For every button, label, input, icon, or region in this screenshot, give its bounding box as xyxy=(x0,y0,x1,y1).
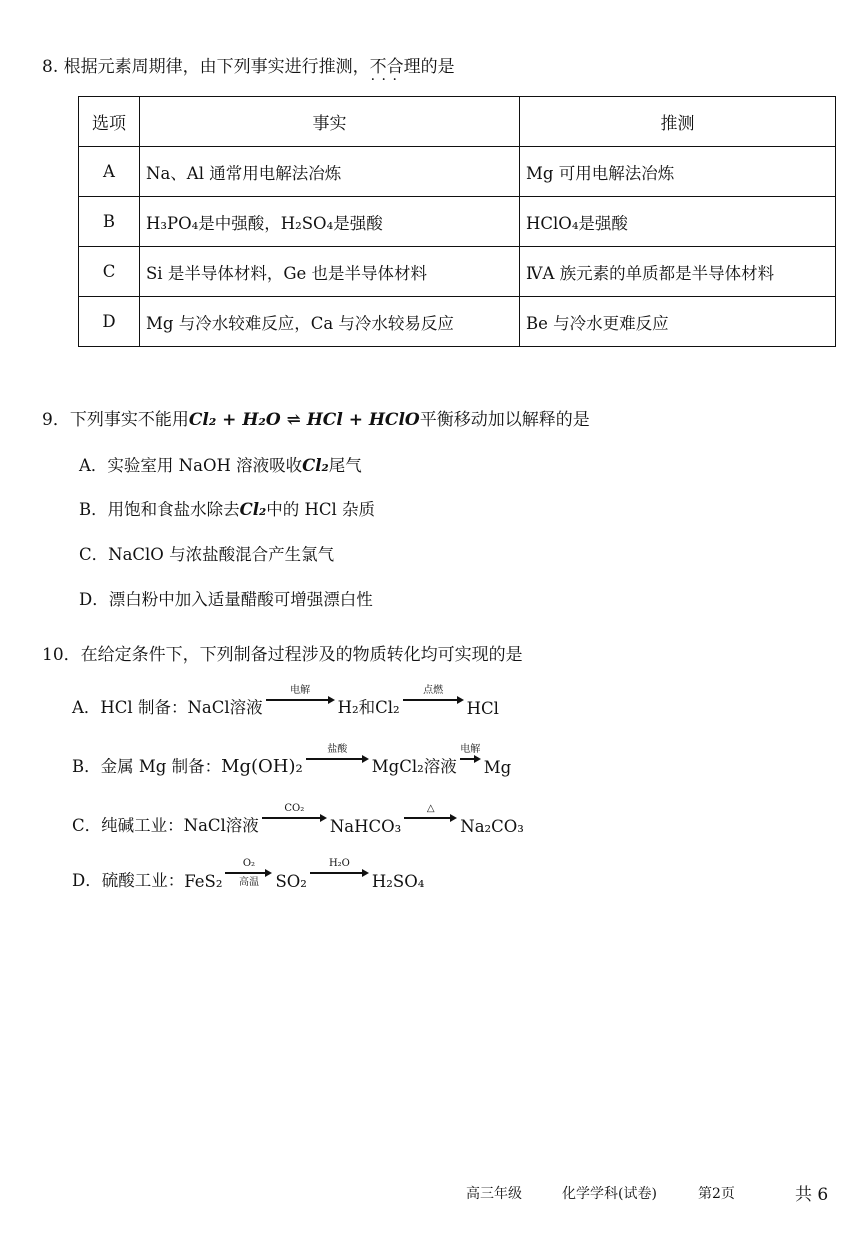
substance: SO₂ xyxy=(275,872,307,891)
q8-stem xyxy=(42,52,455,77)
option-label: C． xyxy=(79,545,109,564)
table-header-row xyxy=(79,97,836,147)
substance: Mg xyxy=(483,758,512,777)
option-math: Cl₂ xyxy=(239,500,267,519)
footer-page: 第2页 xyxy=(698,1186,735,1202)
option-text: 漂白粉中加入适量醋酸可增强漂白性 xyxy=(108,590,373,609)
q9-equation: Cl₂ + H₂O ⇌ HCl + HClO xyxy=(188,410,420,430)
q9-stem xyxy=(42,405,590,430)
q8-emphasis: 不合理 · · · xyxy=(370,57,421,77)
reaction-arrow xyxy=(310,858,369,888)
q9-option-a xyxy=(79,452,362,476)
q9-option-d xyxy=(79,586,373,610)
q10-option-c xyxy=(72,803,524,836)
row-guess: Mg 可用电解法冶炼 xyxy=(520,147,836,197)
table-row xyxy=(79,247,836,297)
q9-option-b xyxy=(79,496,375,520)
substance: H₂SO₄ xyxy=(371,872,425,891)
q10-text: 在给定条件下，下列制备过程涉及的物质转化均可实现的是 xyxy=(80,645,523,665)
q9-text-after: 平衡移动加以解释的是 xyxy=(419,410,590,430)
reaction-arrow xyxy=(306,744,369,774)
q9-number: 9． xyxy=(42,410,70,430)
arrow-condition: H₂O xyxy=(328,858,350,869)
substance: Mg(OH)₂ xyxy=(221,756,303,777)
arrow-condition: 电解 xyxy=(460,744,481,755)
option-label: A．HCl 制备： xyxy=(72,698,188,717)
arrow-condition: 盐酸 xyxy=(327,744,348,755)
q10-stem xyxy=(42,640,523,665)
substance: HCl xyxy=(466,699,499,718)
substance: NaCl溶液 xyxy=(187,698,263,717)
reaction-arrow xyxy=(266,685,335,715)
q8-text-after: 的是 xyxy=(420,57,455,77)
q9-option-c xyxy=(79,541,334,565)
footer-subject: 化学学科(试卷) xyxy=(562,1186,657,1202)
arrow-condition: O₂ xyxy=(242,858,256,869)
option-text: NaClO 与浓盐酸混合产生氯气 xyxy=(108,545,335,564)
option-text-after: 中的 HCl 杂质 xyxy=(266,500,376,519)
option-text-after: 尾气 xyxy=(328,456,362,475)
row-guess: ⅣA 族元素的单质都是半导体材料 xyxy=(520,247,836,297)
table-row xyxy=(79,147,836,197)
option-label: B． xyxy=(79,500,108,519)
option-label: D． xyxy=(79,590,109,609)
arrow-condition: 电解 xyxy=(290,685,311,696)
reaction-arrow xyxy=(225,858,272,888)
arrow-condition-below: 高温 xyxy=(238,877,259,888)
row-option: A xyxy=(79,147,140,197)
row-fact: Si 是半导体材料，Ge 也是半导体材料 xyxy=(140,247,520,297)
header-guess: 推测 xyxy=(520,97,836,147)
substance: H₂和Cl₂ xyxy=(337,698,400,717)
header-option: 选项 xyxy=(79,97,140,147)
q8-table xyxy=(78,96,836,347)
row-fact: Mg 与冷水较难反应，Ca 与冷水较易反应 xyxy=(140,297,520,347)
q10-option-d xyxy=(72,858,425,891)
reaction-arrow xyxy=(262,803,327,833)
arrow-condition: 点燃 xyxy=(423,685,444,696)
option-label: D．硫酸工业： xyxy=(72,871,185,890)
option-label: B．金属 Mg 制备： xyxy=(72,757,222,776)
reaction-arrow xyxy=(460,744,481,774)
row-option: D xyxy=(79,297,140,347)
q8-number: 8. xyxy=(42,57,59,77)
arrow-condition: △ xyxy=(426,803,435,814)
row-fact: H₃PO₄是中强酸，H₂SO₄是强酸 xyxy=(140,197,520,247)
table-row xyxy=(79,297,836,347)
option-label: C．纯碱工业： xyxy=(72,816,184,835)
header-fact: 事实 xyxy=(140,97,520,147)
option-text: 实验室用 NaOH 溶液吸收 xyxy=(107,456,303,475)
row-guess: Be 与冷水更难反应 xyxy=(520,297,836,347)
option-label: A． xyxy=(79,456,108,475)
q10-option-a xyxy=(72,685,499,718)
row-guess: HClO₄是强酸 xyxy=(520,197,836,247)
q9-text-before: 下列事实不能用 xyxy=(69,410,189,430)
reaction-arrow xyxy=(404,803,457,833)
footer-total: 共 6 xyxy=(795,1185,829,1205)
option-text: 用饱和食盐水除去 xyxy=(107,500,240,519)
option-math: Cl₂ xyxy=(302,456,329,475)
row-option: C xyxy=(79,247,140,297)
substance: FeS₂ xyxy=(184,872,223,891)
q8-text-before: 根据元素周期律，由下列事实进行推测， xyxy=(63,57,370,77)
table-row xyxy=(79,197,836,247)
footer-grade: 高三年级 xyxy=(466,1186,522,1202)
row-option: B xyxy=(79,197,140,247)
q10-option-b xyxy=(72,744,512,777)
substance: NaCl溶液 xyxy=(183,816,259,835)
substance: NaHCO₃ xyxy=(329,817,402,836)
row-fact: Na、Al 通常用电解法冶炼 xyxy=(140,147,520,197)
substance: Na₂CO₃ xyxy=(460,817,524,836)
substance: MgCl₂溶液 xyxy=(371,757,457,776)
reaction-arrow xyxy=(403,685,464,715)
arrow-condition: CO₂ xyxy=(284,803,305,814)
q10-number: 10． xyxy=(42,645,81,665)
